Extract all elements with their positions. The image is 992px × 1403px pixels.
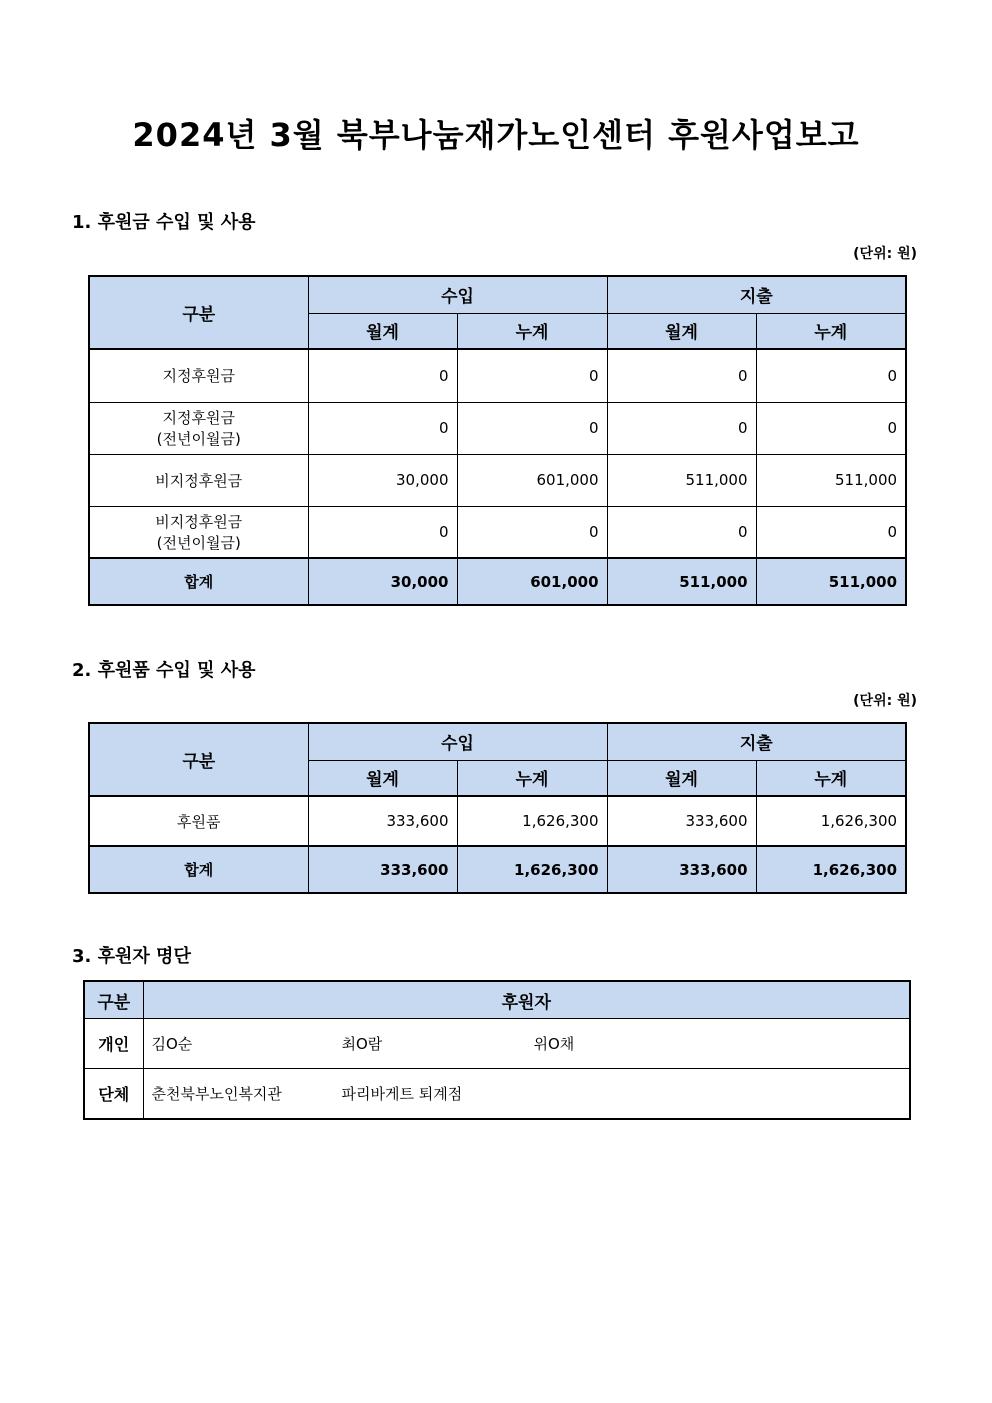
donation-money-table: [88, 275, 907, 606]
header-expense-monthly: 월계: [607, 760, 756, 796]
row-label: [89, 506, 308, 558]
section2-unit: (단위: 원): [853, 693, 917, 709]
row-label-line1: 지정후원금: [162, 409, 235, 427]
header-row: [89, 723, 906, 760]
header-expense: 지출: [607, 723, 906, 760]
row-label: 후원품: [89, 796, 308, 846]
header-expense-cumulative: 누계: [756, 313, 906, 349]
total-income-cumulative: 1,626,300: [457, 846, 607, 893]
section3-heading: 3. 후원자 명단: [72, 946, 191, 967]
table-row: [89, 349, 906, 402]
income-monthly-cell: 333,600: [308, 796, 457, 846]
total-income-cumulative: 601,000: [457, 558, 607, 605]
income-cumulative-cell: 0: [457, 506, 607, 558]
table-row: [89, 454, 906, 506]
total-expense-cumulative: 1,626,300: [756, 846, 906, 893]
total-expense-cumulative: 511,000: [756, 558, 906, 605]
header-expense-cumulative: 누계: [756, 760, 906, 796]
row-label-line1: 비지정후원금: [155, 471, 243, 490]
row-label-line1: 비지정후원금: [155, 512, 243, 531]
table-row: [89, 506, 906, 558]
income-monthly-cell: 0: [308, 402, 457, 454]
donor-name: 위O채: [533, 1035, 575, 1053]
row-label-line2: (전년이월금): [156, 533, 241, 552]
donor-header-donors: 후원자: [143, 981, 910, 1019]
donor-name: 춘천북부노인복지관: [151, 1084, 282, 1103]
section2-heading: 2. 후원품 수입 및 사용: [72, 660, 256, 681]
row-label: [89, 402, 308, 454]
donor-kind: 단체: [84, 1069, 143, 1119]
header-income: 수입: [308, 276, 607, 313]
income-monthly-cell: 0: [308, 349, 457, 402]
total-income-monthly: 333,600: [308, 846, 457, 893]
table-row: [89, 402, 906, 454]
expense-cumulative-cell: 511,000: [756, 454, 906, 506]
total-income-monthly: 30,000: [308, 558, 457, 605]
header-category: 구분: [89, 276, 308, 349]
donor-name: 김O순: [151, 1035, 193, 1053]
row-label-line1: 지정후원금: [162, 367, 235, 386]
header-income: 수입: [308, 723, 607, 760]
donor-row-individual: [84, 1019, 910, 1069]
donor-name: 파리바게트 퇴계점: [341, 1084, 463, 1103]
header-expense: 지출: [607, 276, 906, 313]
section1-unit: (단위: 원): [853, 246, 917, 262]
header-category: 구분: [89, 723, 308, 796]
total-row: [89, 846, 906, 893]
header-row: [89, 276, 906, 313]
expense-cumulative-cell: 0: [756, 402, 906, 454]
expense-monthly-cell: 0: [607, 506, 756, 558]
header-income-cumulative: 누계: [457, 313, 607, 349]
expense-monthly-cell: 511,000: [607, 454, 756, 506]
income-monthly-cell: 30,000: [308, 454, 457, 506]
total-label: 합계: [89, 558, 308, 605]
row-label: [89, 349, 308, 402]
income-cumulative-cell: 1,626,300: [457, 796, 607, 846]
donor-names: [143, 1069, 910, 1119]
expense-monthly-cell: 0: [607, 402, 756, 454]
donor-header-row: [84, 981, 910, 1019]
income-cumulative-cell: 0: [457, 402, 607, 454]
expense-cumulative-cell: 1,626,300: [756, 796, 906, 846]
total-label: 합계: [89, 846, 308, 893]
total-expense-monthly: 511,000: [607, 558, 756, 605]
donor-name: 최O람: [341, 1035, 383, 1053]
header-income-monthly: 월계: [308, 313, 457, 349]
row-label-line2: (전년이월금): [156, 430, 241, 448]
section1-heading: 1. 후원금 수입 및 사용: [72, 212, 256, 233]
expense-monthly-cell: 0: [607, 349, 756, 402]
donor-row-organization: [84, 1069, 910, 1119]
donor-header-category: 구분: [84, 981, 143, 1019]
header-expense-monthly: 월계: [607, 313, 756, 349]
total-expense-monthly: 333,600: [607, 846, 756, 893]
header-income-cumulative: 누계: [457, 760, 607, 796]
row-label: [89, 454, 308, 506]
income-cumulative-cell: 0: [457, 349, 607, 402]
income-cumulative-cell: 601,000: [457, 454, 607, 506]
page-title: 2024년 3월 북부나눔재가노인센터 후원사업보고: [132, 116, 860, 154]
total-row: [89, 558, 906, 605]
expense-cumulative-cell: 0: [756, 506, 906, 558]
donor-list-table: [83, 980, 911, 1120]
donation-goods-table: [88, 722, 907, 894]
table-row: [89, 796, 906, 846]
expense-monthly-cell: 333,600: [607, 796, 756, 846]
expense-cumulative-cell: 0: [756, 349, 906, 402]
header-income-monthly: 월계: [308, 760, 457, 796]
donor-kind: 개인: [84, 1019, 143, 1069]
income-monthly-cell: 0: [308, 506, 457, 558]
donor-names: [143, 1019, 910, 1069]
